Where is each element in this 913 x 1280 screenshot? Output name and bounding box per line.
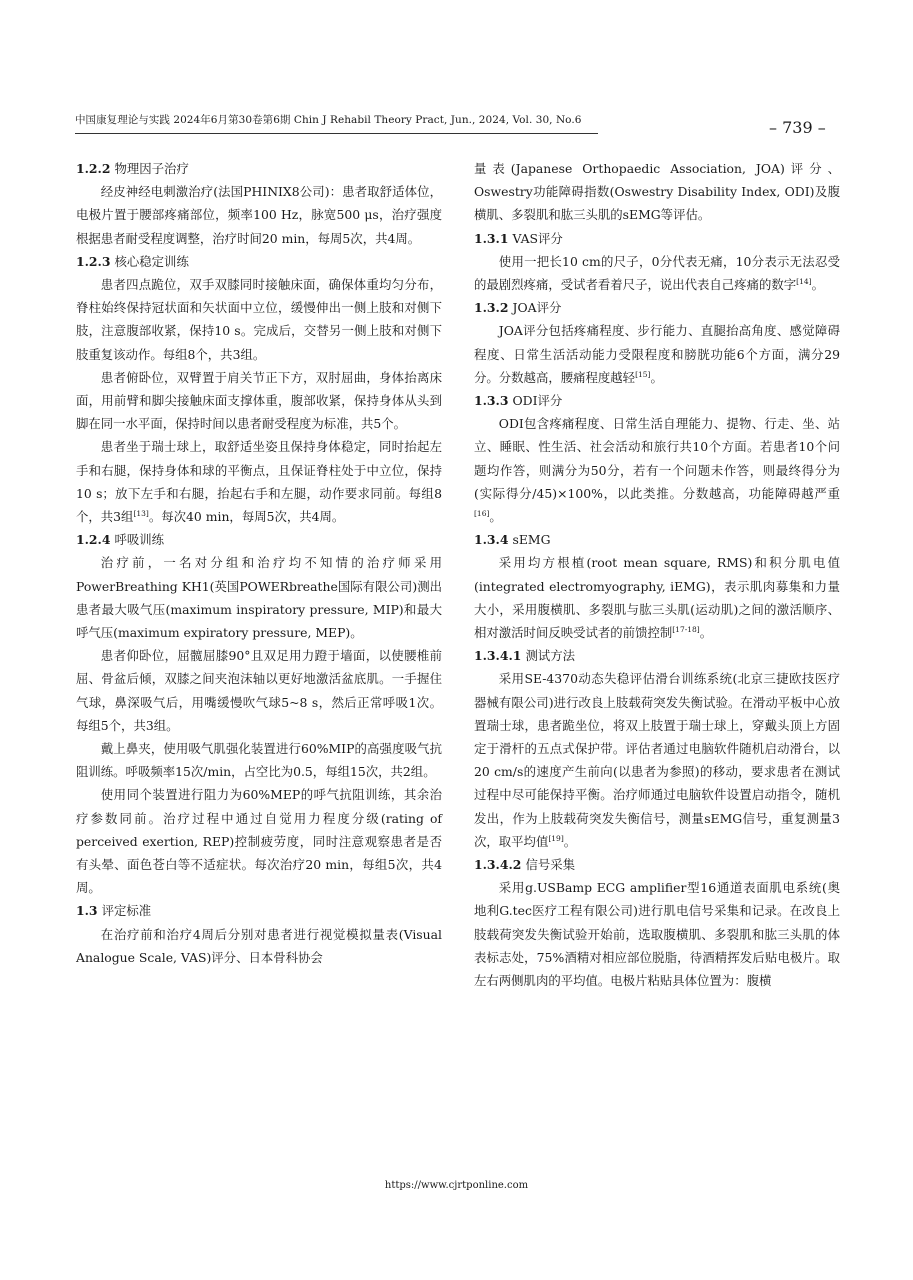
section-heading-1-3-2: 1.3.2 JOA评分 xyxy=(474,300,562,316)
footer-url[interactable]: https://www.cjrtponline.com xyxy=(384,1180,529,1191)
paragraph: 量表(Japanese Orthopaedic Association, JOA)评分、Oswestry功能障碍指数(Oswestry Disability Index, ODI)及腹横肌、多裂肌和肱三头肌的sEMG等评估。 xyxy=(474,161,840,223)
paragraph: 使用同个装置进行阻力为60%MEP的呼气抗阻训练，其余治疗参数同前。治疗过程中通过自觉用力程度分级(rating of perceived exertion, REP)控制疲劳度，同时注意观察患者是否有头晕、面色苍白等不适症状。每次治疗20 min，每组5次，共4周。 xyxy=(76,787,442,896)
paragraph: 经皮神经电刺激治疗(法国PHINIX8公司)：患者取舒适体位，电极片置于腰部疼痛部位，频率100 Hz，脉宽500 μs，治疗强度根据患者耐受程度调整，治疗时间20 min，每周5次，共4周。 xyxy=(76,184,442,246)
paragraph: 患者俯卧位，双臂置于肩关节正下方，双肘屈曲，身体抬离床面，用前臂和脚尖接触床面支撑体重，腹部收紧，保持身体从头到脚在同一水平面，保持时间以患者耐受程度为标准，共5个。 xyxy=(76,369,442,432)
paragraph: 采用均方根植(root mean square, RMS)和积分肌电值(integrated electromyography, iEMG)，表示肌肉募集和力量大小，采用腹横肌、多裂肌与肱三头肌(运动肌)之间的激活顺序、相对激活时间反映受试者的前馈控制[17-18]。 xyxy=(474,555,840,640)
paragraph: 采用SE-4370动态失稳评估滑台训练系统(北京三捷欧技医疗器械有限公司)进行改良上肢载荷突发失衡试验。在滑动平板中心放置瑞士球，患者跪坐位，将双上肢置于瑞士球上，穿戴头顶上方固定于滑杆的五点式保护带。评估者通过电脑软件随机启动滑台，以20 cm/s的速度产生前向(以患者为参照)的移动，要求患者在测试过程中尽可能保持平衡。治疗师通过电脑软件设置启动指令，随机发出，作为上肢载荷突发失衡信号，测量sEMG信号，重复测量3次，取平均值[19]。 xyxy=(474,671,840,849)
section-heading-1-3-4: 1.3.4 sEMG xyxy=(474,532,551,548)
citation: [16] xyxy=(474,508,490,518)
section-heading-1-2-2: 1.2.2 物理因子治疗 xyxy=(76,161,189,176)
citation: [19] xyxy=(548,833,564,843)
paragraph: 治疗前，一名对分组和治疗均不知情的治疗师采用PowerBreathing KH1(英国POWERbreathe国际有限公司)测出患者最大吸气压(maximum inspiratory pressure, MIP)和最大呼气压(maximum expiratory pressure, MEP)。 xyxy=(76,555,442,641)
citation: [14] xyxy=(796,276,812,286)
page-number: – 739 – xyxy=(769,118,826,137)
section-heading-1-2-3: 1.2.3 核心稳定训练 xyxy=(76,253,189,269)
journal-header: 中国康复理论与实践 2024年6月第30卷第6期 Chin J Rehabil Theory Pract, Jun., 2024, Vol. 30, No.6 xyxy=(75,114,582,126)
section-heading-1-3: 1.3 评定标准 xyxy=(76,903,152,919)
section-heading-1-2-4: 1.2.4 呼吸训练 xyxy=(76,532,165,548)
paragraph: JOA评分包括疼痛程度、步行能力、直腿抬高角度、感觉障碍程度、日常生活活动能力受限程度和膀胱功能6个方面，满分29分。分数越高，腰痛程度越轻[15]。 xyxy=(474,323,840,385)
paragraph: 患者四点跪位，双手双膝同时接触床面，确保体重均匀分布，脊柱始终保持冠状面和矢状面中立位，缓慢伸出一侧上肢和对侧下肢，注意腹部收紧，保持10 s。完成后，交替另一侧上肢和对侧下肢重复该动作。每组8个，共3组。 xyxy=(76,276,442,362)
section-heading-1-3-3: 1.3.3 ODI评分 xyxy=(474,393,563,408)
paragraph: 采用g.USBamp ECG amplifier型16通道表面肌电系统(奥地利G.tec医疗工程有限公司)进行肌电信号采集和记录。在改良上肢载荷突发失衡试验开始前，选取腹横肌、多裂肌和肱三头肌的体表标志处，75%酒精对相应部位脱脂，待酒精挥发后贴电极片。取左右两侧肌肉的平均值。电极片粘贴具体位置为：腹横 xyxy=(474,880,840,989)
citation: [13] xyxy=(133,508,149,518)
citation: [15] xyxy=(635,369,651,379)
citation: [17-18] xyxy=(672,624,700,634)
paragraph: 使用一把长10 cm的尺子，0分代表无痛，10分表示无法忍受的最剧烈疼痛，受试者看着尺子，说出代表自己疼痛的数字[14]。 xyxy=(474,253,840,292)
paragraph: 戴上鼻夹，使用吸气肌强化装置进行60%MIP的高强度吸气抗阻训练。呼吸频率15次/min，占空比为0.5，每组15次，共2组。 xyxy=(76,741,442,780)
section-heading-1-3-4-2: 1.3.4.2 信号采集 xyxy=(474,857,575,873)
section-heading-1-3-4-1: 1.3.4.1 测试方法 xyxy=(474,648,575,664)
left-column xyxy=(76,157,442,969)
paragraph: 在治疗前和治疗4周后分别对患者进行视觉模拟量表(Visual Analogue Scale, VAS)评分、日本骨科协会 xyxy=(76,926,442,965)
right-column xyxy=(474,157,840,992)
header-rule xyxy=(75,133,598,134)
section-heading-1-3-1: 1.3.1 VAS评分 xyxy=(474,230,563,246)
paragraph: 患者仰卧位，屈髋屈膝90°且双足用力蹬于墙面，以使腰椎前屈、骨盆后倾，双膝之间夹泡沫轴以更好地激活盆底肌。一手握住气球，鼻深吸气后，用嘴缓慢吹气球5~8 s，然后正常呼吸1次。每组5个，共3组。 xyxy=(76,648,442,733)
paragraph: 患者坐于瑞士球上，取舒适坐姿且保持身体稳定，同时抬起左手和右腿，保持身体和球的平衡点，且保证脊柱处于中立位，保持10 s；放下左手和右腿，抬起右手和左腿，动作要求同前。每组8个，共3组[13]。每次40 min，每周5次，共4周。 xyxy=(76,439,442,525)
paragraph: ODI包含疼痛程度、日常生活自理能力、提物、行走、坐、站立、睡眠、性生活、社会活动和旅行共10个方面。若患者10个问题均作答，则满分为50分，若有一个问题未作答，则最终得分为(实际得分/45)×100%，以此类推。分数越高，功能障碍越严重[16]。 xyxy=(474,416,840,524)
